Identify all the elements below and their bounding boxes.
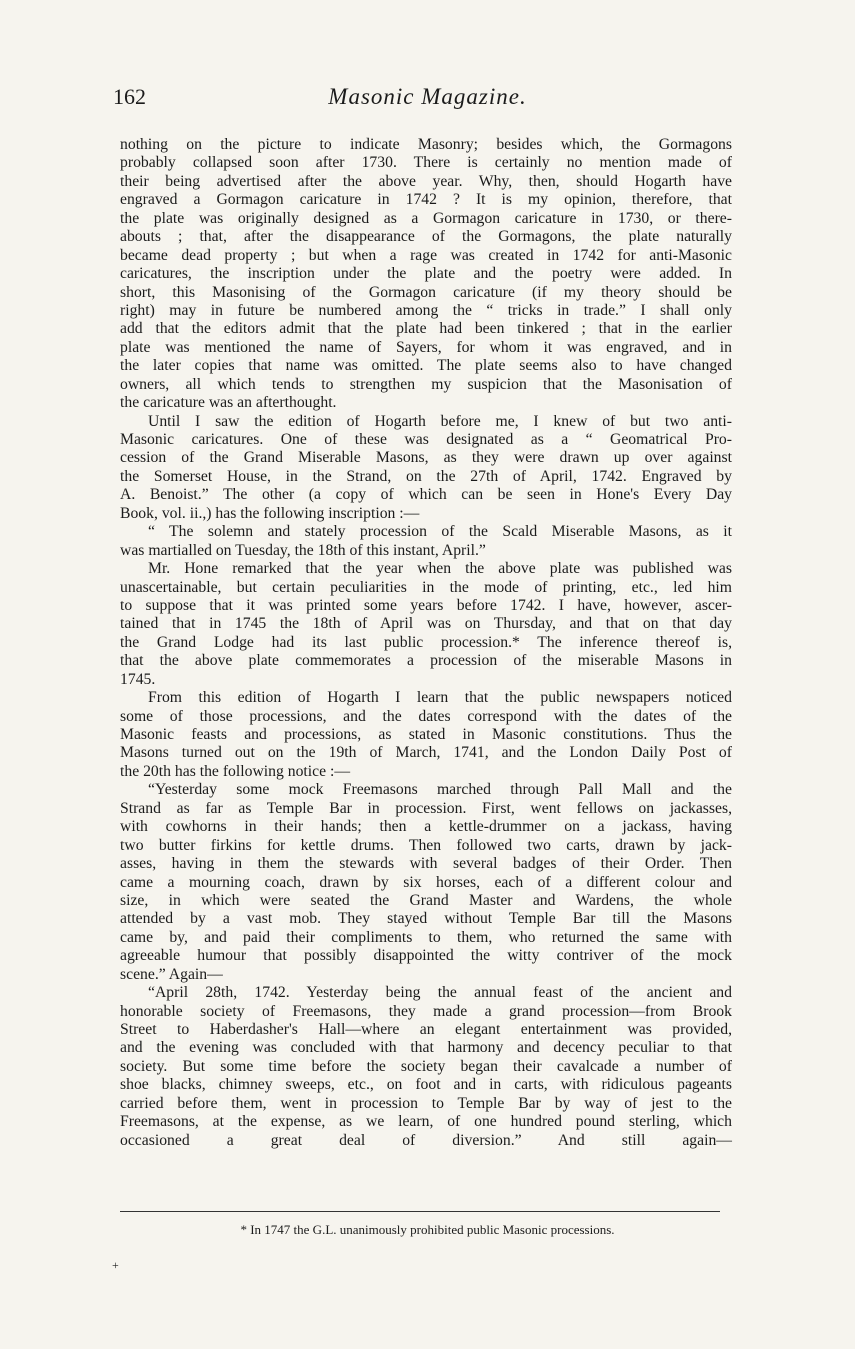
- page-number: 162: [113, 84, 146, 109]
- text-line: agreeable humour that possibly disappointed the witty contriver of the mock: [120, 947, 732, 965]
- text-line: honorable society of Freemasons, they made a grand procession—from Brook: [120, 1002, 732, 1020]
- text-line: Book, vol. ii.,) has the following inscription :—: [120, 504, 420, 522]
- text-line: “ The solemn and stately procession of the Scald Miserable Masons, as it: [148, 523, 732, 541]
- text-line: shoe blacks, chimney sweeps, etc., on foot and in carts, with ridiculous pageants: [120, 1076, 732, 1094]
- text-line: scene.” Again—: [120, 965, 223, 983]
- text-line: tained that in 1745 the 18th of April was on Thursday, and that on that day: [120, 615, 732, 633]
- text-line: the Grand Lodge had its last public procession.* The inference thereof is,: [120, 633, 732, 651]
- text-line: unascertainable, but certain peculiarities in the mode of printing, etc., led him: [120, 578, 732, 596]
- printer-mark: +: [112, 1258, 119, 1272]
- text-line: Masons turned out on the 19th of March, 1741, and the London Daily Post of: [120, 744, 732, 762]
- text-line: that the above plate commemorates a procession of the miserable Masons in: [120, 652, 732, 670]
- text-line: with cowhorns in their hands; then a kettle-drummer on a jackass, having: [120, 818, 732, 836]
- text-line: nothing on the picture to indicate Masonry; besides which, the Gormagons: [120, 136, 732, 153]
- footnote-divider: [120, 1211, 720, 1212]
- text-line: 1745.: [120, 670, 156, 688]
- text-line: the 20th has the following notice :—: [120, 762, 351, 780]
- text-line: was martialled on Tuesday, the 18th of this instant, April.”: [120, 541, 486, 559]
- page-header: [0, 84, 855, 124]
- text-line: the later copies that name was omitted. The plate seems also to have changed: [120, 357, 732, 375]
- text-line: Street to Haberdasher's Hall—where an elegant entertainment was provided,: [120, 1021, 732, 1038]
- text-line: caricatures, the inscription under the plate and the poetry were added. In: [120, 265, 732, 283]
- article-body: [120, 136, 732, 1150]
- text-line: Freemasons, at the expense, as we learn, of one hundred pound sterling, which: [120, 1113, 732, 1131]
- text-line: came a mourning coach, drawn by six horses, each of a different colour and: [120, 873, 732, 891]
- text-line: Strand as far as Temple Bar in procession. First, went fellows on jackasses,: [120, 799, 732, 817]
- text-line: two butter firkins for kettle drums. Then followed two carts, drawn by jack-: [120, 836, 732, 854]
- text-line: occasioned a great deal of diversion.” And still again—: [120, 1131, 732, 1149]
- text-line: plate was mentioned the name of Sayers, for whom it was engraved, and in: [120, 338, 732, 356]
- text-line: short, this Masonising of the Gormagon caricature (if my theory should be: [120, 283, 732, 301]
- running-title: Masonic Magazine.: [328, 84, 527, 109]
- text-line: Masonic feasts and processions, as stated in Masonic constitutions. Thus the: [120, 726, 732, 743]
- text-line: cession of the Grand Miserable Masons, as they were drawn up over against: [120, 449, 732, 467]
- text-line: add that the editors admit that the plate had been tinkered ; that in the earlier: [120, 320, 732, 338]
- text-line: A. Benoist.” The other (a copy of which can be seen in Hone's Every Day: [120, 486, 732, 504]
- text-line: attended by a vast mob. They stayed without Temple Bar till the Masons: [120, 910, 732, 928]
- text-line: carried before them, went in procession to Temple Bar by way of jest to the: [120, 1094, 732, 1112]
- text-line: engraved a Gormagon caricature in 1742 ? It is my opinion, therefore, that: [120, 191, 732, 209]
- text-line: Mr. Hone remarked that the year when the above plate was published was: [148, 560, 732, 578]
- text-line: “April 28th, 1742. Yesterday being the annual feast of the ancient and: [148, 984, 732, 1002]
- text-line: size, in which were seated the Grand Master and Wardens, the whole: [120, 891, 732, 909]
- text-line: abouts ; that, after the disappearance of the Gormagons, the plate naturally: [120, 228, 732, 246]
- text-line: “Yesterday some mock Freemasons marched through Pall Mall and the: [148, 781, 732, 799]
- text-line: became dead property ; but when a rage was created in 1742 for anti-Masonic: [120, 246, 732, 264]
- text-line: probably collapsed soon after 1730. There is certainly no mention made of: [120, 154, 732, 172]
- text-line: right) may in future be numbered among the “ tricks in trade.” I shall only: [120, 301, 732, 319]
- text-line: owners, all which tends to strengthen my suspicion that the Masonisation of: [120, 375, 732, 393]
- text-line: and the evening was concluded with that harmony and decency peculiar to that: [120, 1039, 732, 1057]
- text-line: society. But some time before the society began their cavalcade a number of: [120, 1057, 732, 1075]
- text-line: From this edition of Hogarth I learn that the public newspapers noticed: [148, 689, 732, 707]
- text-line: their being advertised after the above year. Why, then, should Hogarth have: [120, 172, 732, 190]
- text-line: asses, having in them the stewards with several badges of their Order. Then: [120, 855, 732, 873]
- footnote: * In 1747 the G.L. unanimously prohibited public Masonic processions.: [240, 1222, 615, 1237]
- text-line: the plate was originally designed as a Gormagon caricature in 1730, or there-: [120, 209, 732, 227]
- text-line: came by, and paid their compliments to them, who returned the same with: [120, 928, 732, 946]
- text-line: Masonic caricatures. One of these was designated as a “ Geomatrical Pro-: [120, 431, 732, 448]
- text-line: the caricature was an afterthought.: [120, 394, 337, 412]
- text-line: to suppose that it was printed some years before 1742. I have, however, ascer-: [120, 596, 732, 614]
- text-line: some of those processions, and the dates correspond with the dates of the: [120, 707, 732, 725]
- text-line: Until I saw the edition of Hogarth before me, I knew of but two anti-: [148, 412, 732, 430]
- text-line: the Somerset House, in the Strand, on the 27th of April, 1742. Engraved by: [120, 467, 732, 485]
